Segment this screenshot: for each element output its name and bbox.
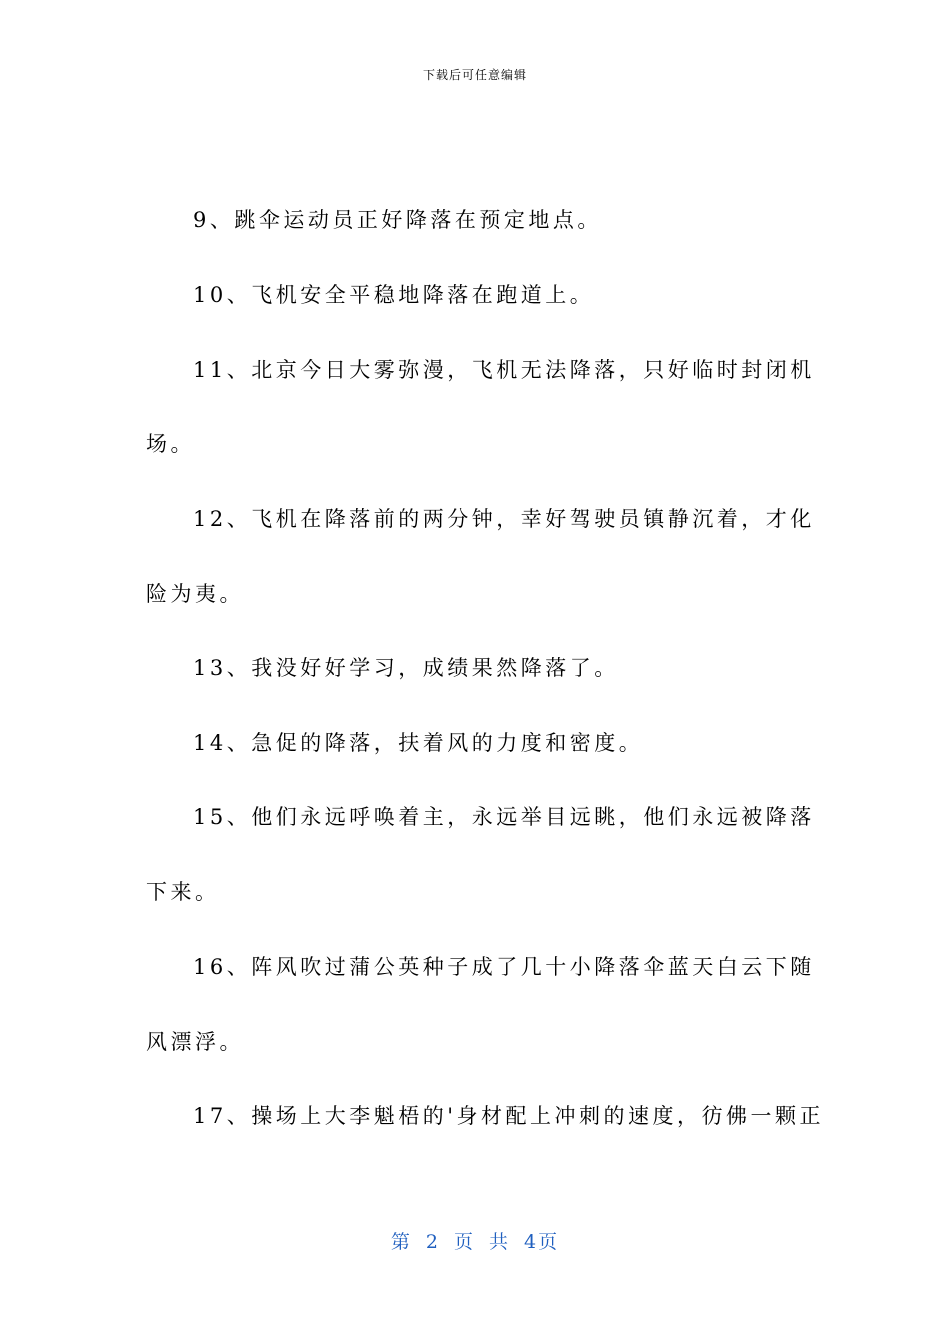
- text-line: 下来。: [146, 880, 220, 904]
- text-line: 15、他们永远呼唤着主，永远举目远眺，他们永远被降落: [193, 805, 815, 829]
- total-pages: 4页: [524, 1231, 560, 1253]
- text-line: 16、阵风吹过蒲公英种子成了几十小降落伞蓝天白云下随: [193, 955, 815, 979]
- page-header: 下载后可任意编辑: [422, 68, 527, 82]
- text-line: 13、我没好好学习，成绩果然降落了。: [193, 656, 619, 680]
- text-line: 12、飞机在降落前的两分钟，幸好驾驶员镇静沉着，才化: [193, 507, 815, 531]
- text-line: 10、飞机安全平稳地降落在跑道上。: [193, 283, 595, 307]
- footer-page-label: 页: [453, 1231, 475, 1253]
- text-line: 11、北京今日大雾弥漫，飞机无法降落，只好临时封闭机: [193, 358, 815, 382]
- footer-prefix: 第: [390, 1231, 412, 1253]
- text-line: 风漂浮。: [146, 1030, 244, 1054]
- text-line: 场。: [146, 432, 195, 456]
- text-line: 14、急促的降落，扶着风的力度和密度。: [193, 731, 644, 755]
- page-footer: [0, 1227, 950, 1254]
- text-line: 险为夷。: [146, 582, 244, 606]
- text-line: 9、跳伞运动员正好降落在预定地点。: [193, 208, 602, 232]
- footer-total-prefix: 共: [489, 1231, 511, 1253]
- current-page-number: 2: [425, 1231, 440, 1253]
- text-line: 17、操场上大李魁梧的'身材配上冲刺的速度，彷佛一颗正: [193, 1104, 824, 1128]
